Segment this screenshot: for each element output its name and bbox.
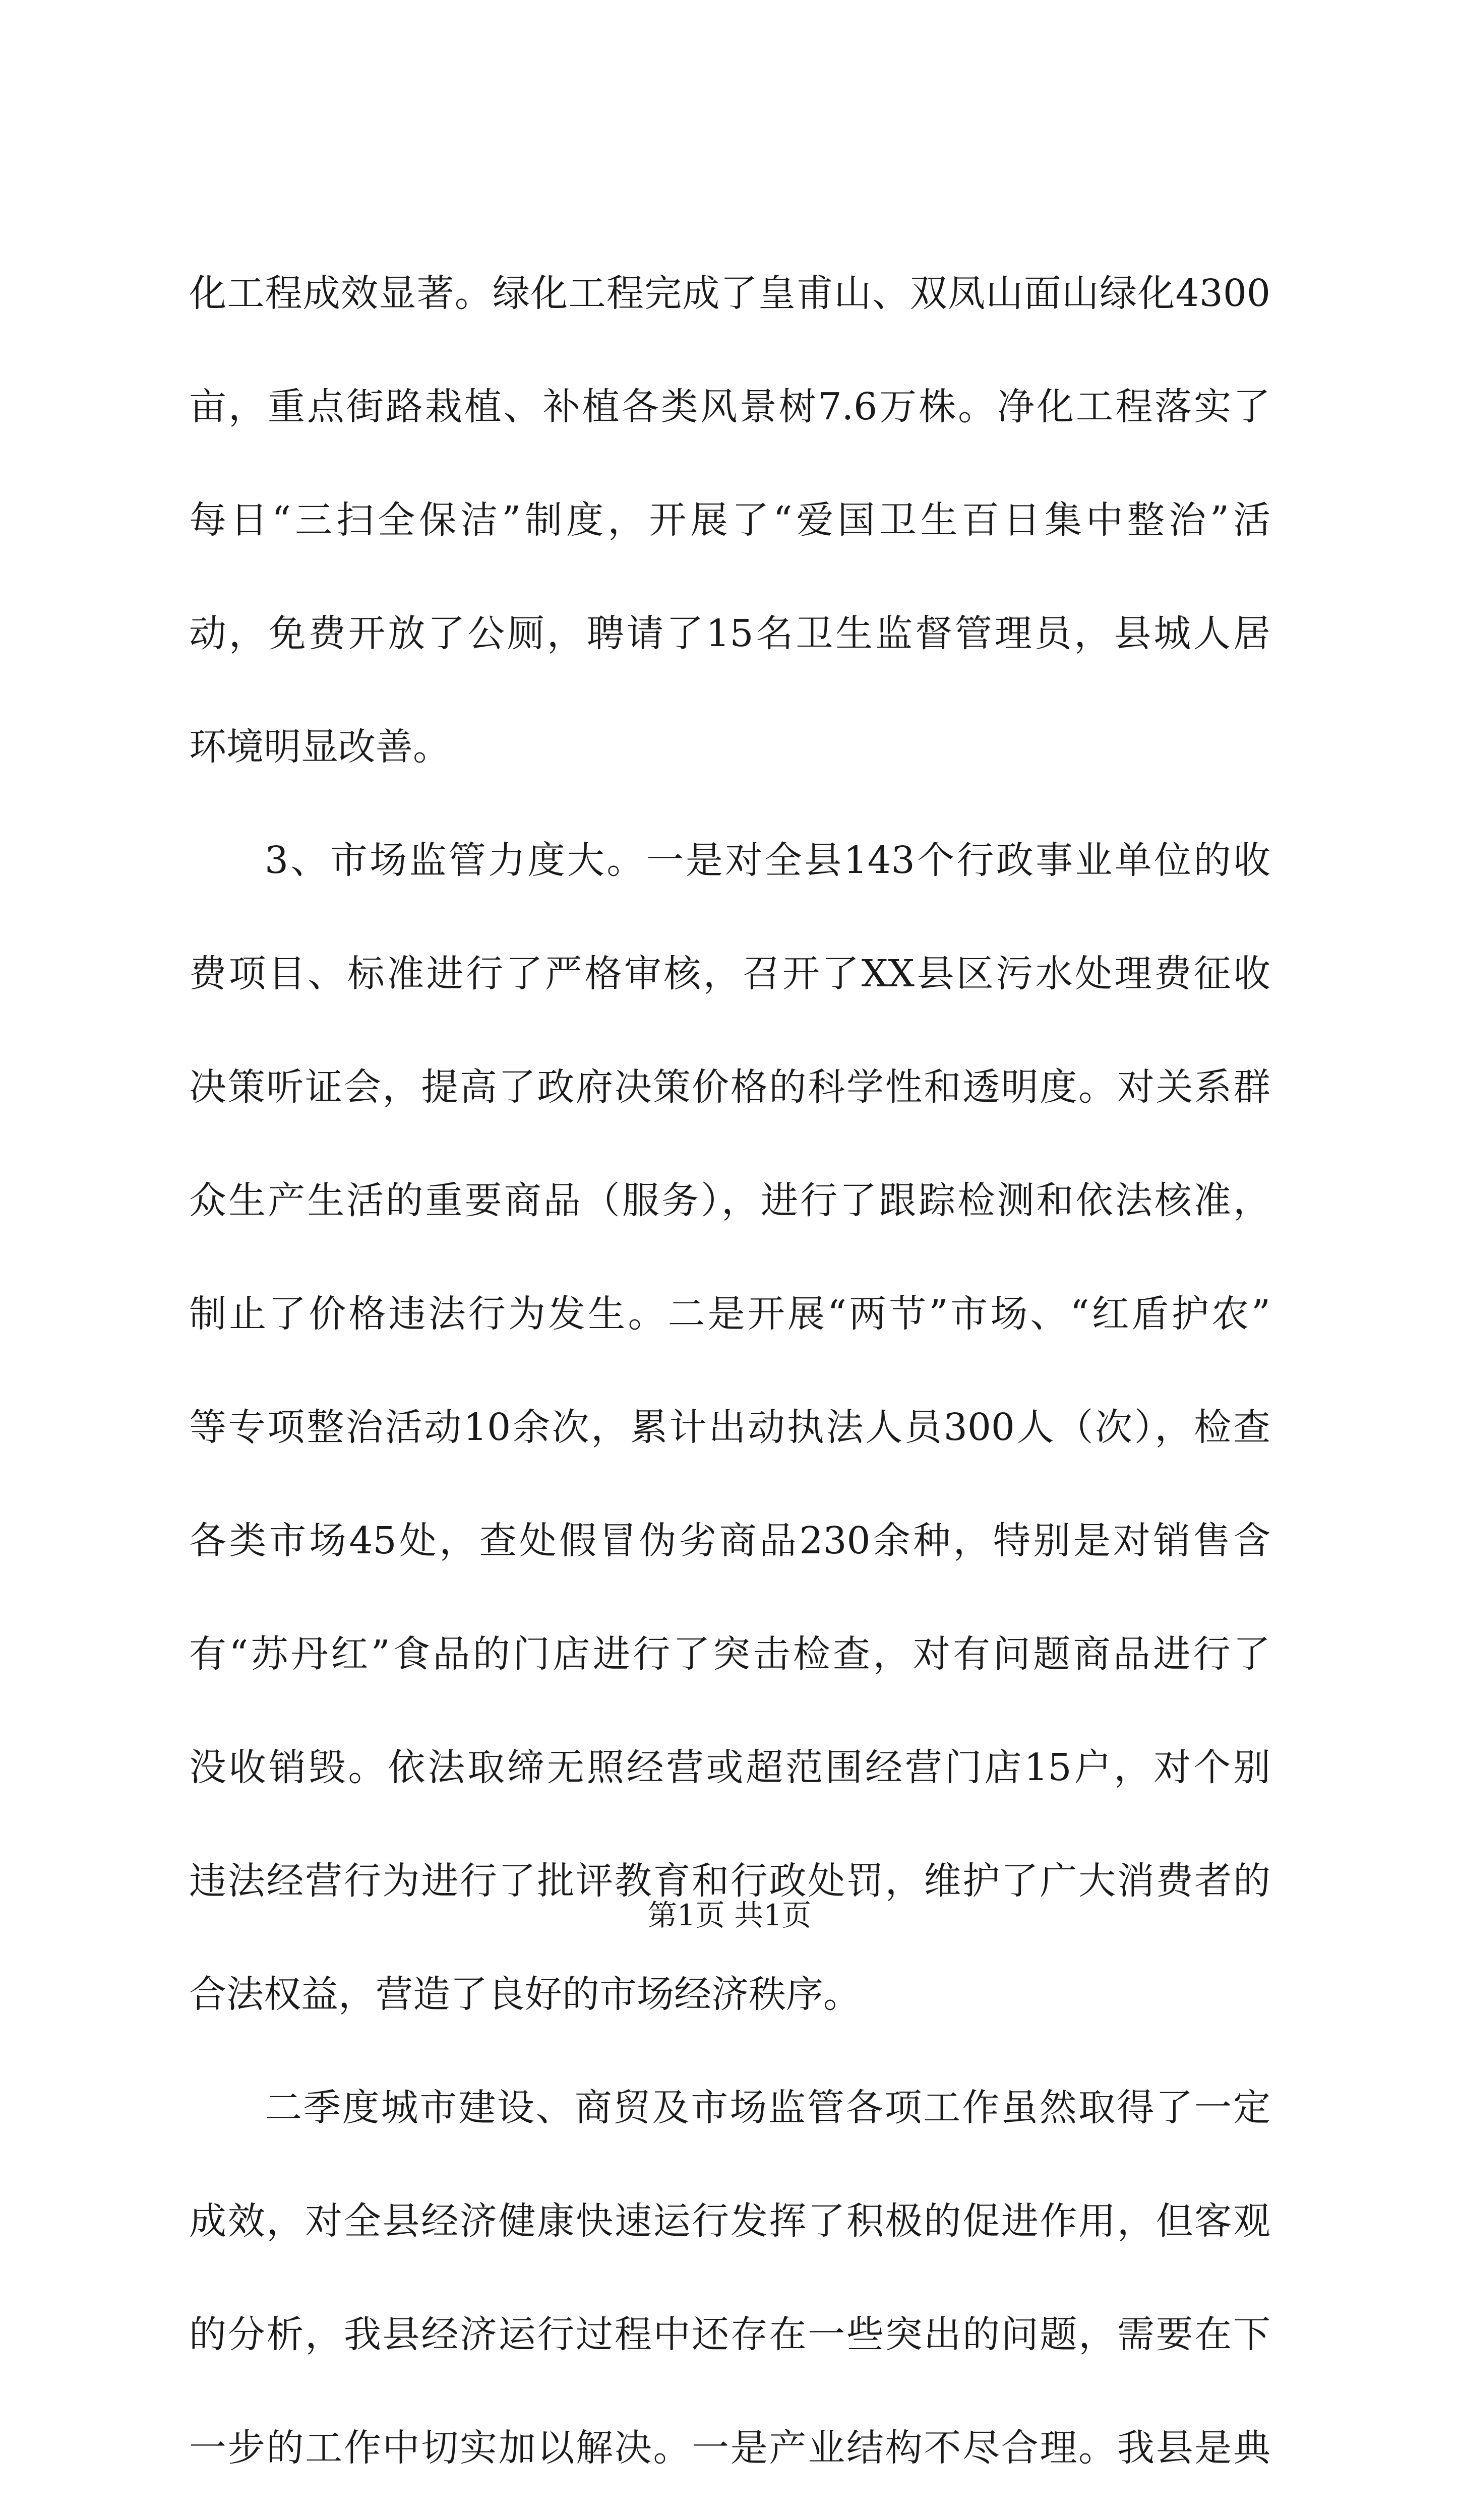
text-line: 的分析，我县经济运行过程中还存在一些突出的问题，需要在下	[189, 2313, 1270, 2356]
text-line: 动，免费开放了公厕，聘请了15名卫生监督管理员，县城人居	[189, 612, 1270, 655]
text-line: 环境明显改善。	[189, 725, 450, 769]
text-line: 亩，重点街路栽植、补植各类风景树7.6万株。净化工程落实了	[189, 385, 1270, 428]
text-line: 没收销毁。依法取缔无照经营或超范围经营门店15户，对个别	[189, 1746, 1270, 1789]
text-line	[189, 2505, 1270, 2520]
page-number-label: 第1页 共1页	[647, 1898, 812, 1932]
text-line: 违法经营行为进行了批评教育和行政处罚，维护了广大消费者的	[189, 1859, 1270, 1903]
text-line: 制止了价格违法行为发生。二是开展“两节”市场、“红盾护农”	[189, 1292, 1270, 1336]
text-line: 有“苏丹红”食品的门店进行了突击检查，对有问题商品进行了	[189, 1632, 1270, 1676]
text-line: 等专项整治活动10余次，累计出动执法人员300人（次），检查	[189, 1406, 1270, 1449]
text-line: 决策听证会，提高了政府决策价格的科学性和透明度。对关系群	[189, 1065, 1270, 1109]
text-line: 合法权益，营造了良好的市场经济秩序。	[189, 1973, 861, 2016]
text-line: 费项目、标准进行了严格审核，召开了XX县区污水处理费征收	[189, 952, 1270, 995]
text-line: 众生产生活的重要商品（服务），进行了跟踪检测和依法核准，	[189, 1179, 1270, 1222]
text-line: 各类市场45处，查处假冒伪劣商品230余种，特别是对销售含	[189, 1519, 1270, 1562]
paragraph-first-line: 3、市场监管力度大。一是对全县143个行政事业单位的收	[265, 839, 1270, 882]
paragraph-first-line: 二季度城市建设、商贸及市场监管各项工作虽然取得了一定	[265, 2086, 1270, 2129]
text-line: 成效，对全县经济健康快速运行发挥了积极的促进作用，但客观	[189, 2199, 1270, 2243]
document-body	[189, 237, 1270, 2520]
page-footer	[0, 1895, 1459, 1935]
text-line: 化工程成效显著。绿化工程完成了皇甫山、双凤山面山绿化4300	[189, 272, 1270, 315]
text-line: 一步的工作中切实加以解决。一是产业结构不尽合理。我县是典	[189, 2426, 1270, 2470]
text-line: 每日“三扫全保洁”制度，开展了“爱国卫生百日集中整治”活	[189, 498, 1270, 542]
